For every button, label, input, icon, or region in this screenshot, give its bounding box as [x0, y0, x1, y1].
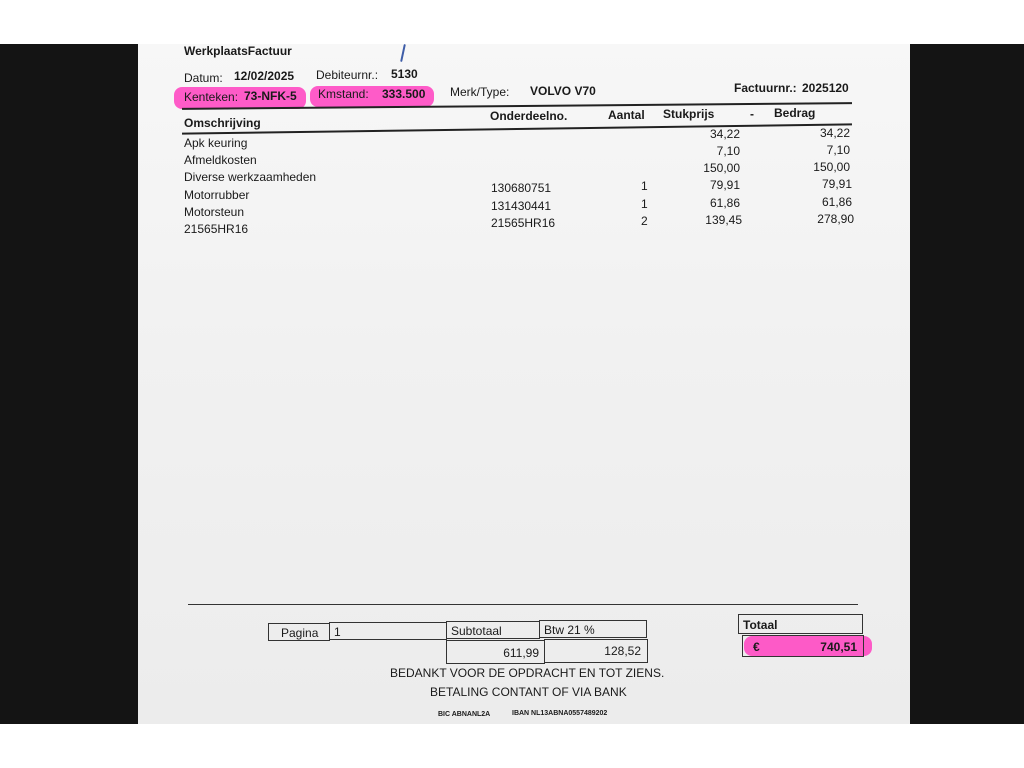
row-5-stukprijs: 61,86 — [709, 196, 740, 210]
row-5-omschrijving: Motorsteun — [184, 205, 245, 219]
col-omschrijving: Omschrijving — [184, 116, 261, 130]
pagina-label: Pagina — [281, 626, 319, 640]
col-aantal: Aantal — [608, 108, 645, 122]
column-rule — [182, 123, 852, 134]
row-3-bedrag: 150,00 — [813, 160, 850, 174]
datum-label: Datum: — [184, 71, 223, 85]
row-2-omschrijving: Afmeldkosten — [184, 153, 257, 167]
row-6-bedrag: 278,90 — [817, 212, 854, 226]
kenteken-value: 73-NFK-5 — [244, 89, 297, 103]
row-6-omschrijving: 21565HR16 — [184, 222, 249, 236]
row-6-stukprijs: 139,45 — [705, 213, 742, 227]
kmstand-label: Kmstand: — [318, 87, 369, 101]
pagina-value-box — [329, 622, 447, 640]
invoice-paper — [138, 44, 910, 724]
row-2-bedrag: 7,10 — [826, 143, 850, 157]
factuur-value: 2025120 — [802, 81, 849, 95]
btw-label: Btw 21 % — [544, 623, 595, 637]
row-4-stukprijs: 79,91 — [709, 178, 740, 192]
kenteken-label: Kenteken: — [184, 90, 239, 104]
row-1-omschrijving: Apk keuring — [184, 136, 248, 150]
row-4-omschrijving: Motorrubber — [184, 188, 250, 202]
col-bedrag: Bedrag — [774, 106, 816, 120]
debiteur-label: Debiteurnr.: — [316, 68, 379, 82]
row-5-aantal: 1 — [641, 197, 648, 211]
bic-text: BIC ABNANL2A — [438, 711, 491, 718]
currency-symbol: € — [753, 640, 760, 654]
col-onderdeelno: Onderdeelno. — [490, 109, 568, 123]
row-6-onderdeelno: 21565HR16 — [491, 216, 556, 230]
subtotaal-label-box — [446, 621, 540, 639]
btw-value: 128,52 — [604, 644, 641, 658]
totaal-value: 740,51 — [820, 640, 857, 654]
row-4-bedrag: 79,91 — [821, 177, 852, 191]
row-1-bedrag: 34,22 — [819, 126, 850, 140]
totaal-label: Totaal — [743, 618, 778, 632]
row-4-aantal: 1 — [641, 179, 648, 193]
merk-value: VOLVO V70 — [530, 84, 596, 98]
subtotaal-value-box — [446, 640, 545, 664]
merk-label: Merk/Type: — [450, 85, 510, 99]
footer-rule — [188, 604, 858, 605]
invoice-title: WerkplaatsFactuur — [184, 44, 292, 58]
datum-value: 12/02/2025 — [234, 69, 295, 83]
row-1-stukprijs: 34,22 — [709, 127, 740, 141]
totaal-value-box — [742, 635, 864, 657]
kmstand-value: 333.500 — [382, 87, 426, 101]
payment-text: BETALING CONTANT OF VIA BANK — [430, 685, 627, 699]
col-stukprijs: Stukprijs — [663, 107, 715, 121]
subtotaal-label: Subtotaal — [451, 624, 502, 638]
thanks-text: BEDANKT VOOR DE OPDRACHT EN TOT ZIENS. — [390, 666, 665, 680]
factuur-label: Factuurnr.: — [734, 81, 797, 95]
row-5-bedrag: 61,86 — [821, 195, 852, 209]
iban-text: IBAN NL13ABNA0557489202 — [512, 710, 608, 717]
row-4-onderdeelno: 130680751 — [491, 181, 552, 195]
pen-mark — [400, 44, 406, 62]
row-6-aantal: 2 — [641, 214, 648, 228]
row-3-omschrijving: Diverse werkzaamheden — [184, 170, 317, 184]
row-5-onderdeelno: 131430441 — [491, 199, 552, 213]
pagina-value: 1 — [334, 625, 341, 639]
row-2-stukprijs: 7,10 — [716, 144, 740, 158]
row-3-stukprijs: 150,00 — [703, 161, 740, 175]
btw-value-box — [544, 639, 648, 663]
btw-label-box — [539, 620, 647, 638]
debiteur-value: 5130 — [391, 67, 418, 81]
col-dash: - — [750, 107, 754, 121]
subtotaal-value: 611,99 — [503, 646, 539, 660]
totaal-label-box — [738, 614, 863, 634]
pagina-label-box — [268, 623, 330, 641]
